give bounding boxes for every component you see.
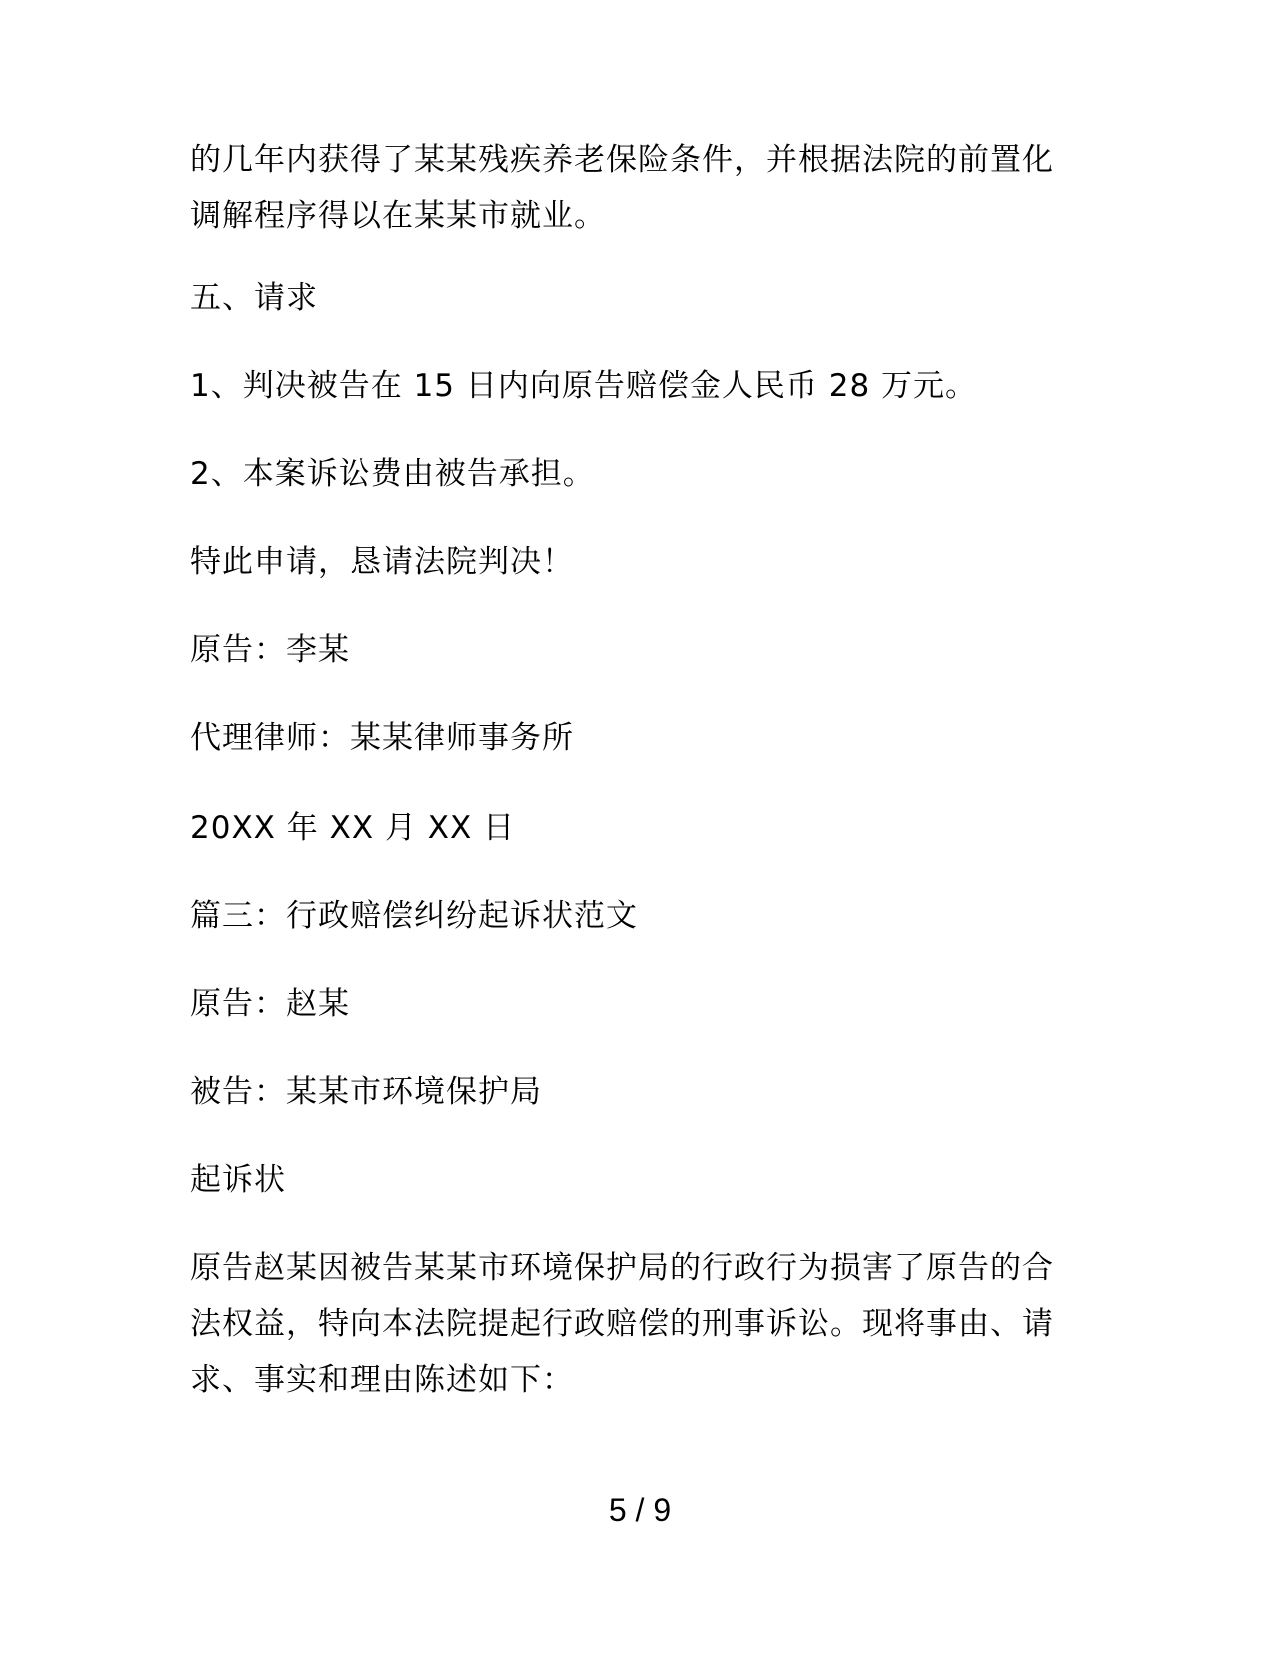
body-line: 求、事实和理由陈述如下： [190, 1362, 574, 1398]
complaint-title: 起诉状 [190, 1162, 286, 1198]
page-number: 5 / 9 [608, 1492, 672, 1528]
document-date: 20XX 年 XX 月 XX 日 [190, 810, 516, 846]
request-item-1: 1、判决被告在 15 日内向原告赔偿金人民币 28 万元。 [190, 368, 978, 404]
intro-line: 调解程序得以在某某市就业。 [190, 198, 606, 234]
intro-paragraph [190, 132, 1090, 244]
plaintiff-signature: 原告：李某 [190, 632, 350, 668]
agent-signature: 代理律师：某某律师事务所 [190, 720, 574, 756]
section-title: 篇三：行政赔偿纠纷起诉状范文 [190, 898, 638, 934]
requests-heading: 五、请求 [190, 280, 318, 316]
complaint-body [190, 1240, 1090, 1408]
closing-statement: 特此申请，恳请法院判决！ [190, 544, 574, 580]
plaintiff-line: 原告：赵某 [190, 986, 350, 1022]
body-line: 法权益，特向本法院提起行政赔偿的刑事诉讼。现将事由、请 [190, 1306, 1054, 1342]
intro-line: 的几年内获得了某某残疾养老保险条件，并根据法院的前置化 [190, 142, 1054, 178]
request-item-2: 2、本案诉讼费由被告承担。 [190, 456, 595, 492]
body-line: 原告赵某因被告某某市环境保护局的行政行为损害了原告的合 [190, 1250, 1054, 1286]
defendant-line: 被告：某某市环境保护局 [190, 1074, 542, 1110]
